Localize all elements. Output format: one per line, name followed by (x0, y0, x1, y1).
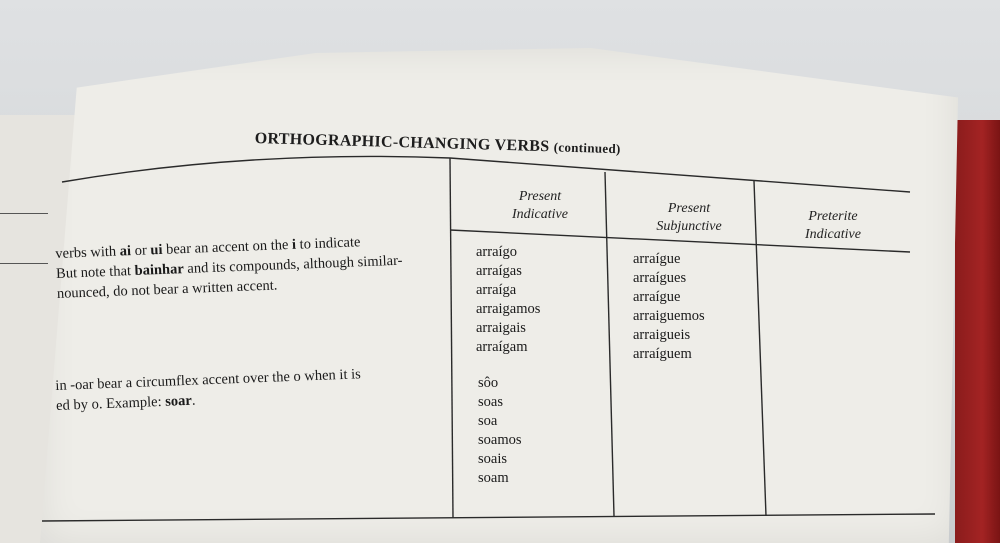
header-present-subjunctive: Present Subjunctive (656, 201, 722, 234)
page-title: ORTHOGRAPHIC-CHANGING VERBS (continued) (254, 130, 621, 157)
title-suffix: (continued) (553, 139, 621, 157)
row2-present-indicative: sôo soas soa soamos soais soam (478, 375, 522, 486)
row1-description: verbs with ai or ui bear an accent on the i to indicate But note that bainhar and its compounds, although similar- nounced, do not bear a written accent. (55, 234, 403, 302)
row2-description: in -oar bear a circumflex accent over the o when it is ed by o. Example: soar. (55, 366, 362, 414)
header-preterite-indicative: Preterite Indicative (805, 209, 861, 242)
row1-present-indicative: arraígo arraígas arraíga arraigamos arraigais arraígam (476, 244, 541, 355)
row1-present-subjunctive: arraígue arraígues arraígue arraiguemos arraigueis arraíguem (633, 251, 705, 362)
header-present-indicative: Present Indicative (512, 189, 568, 222)
